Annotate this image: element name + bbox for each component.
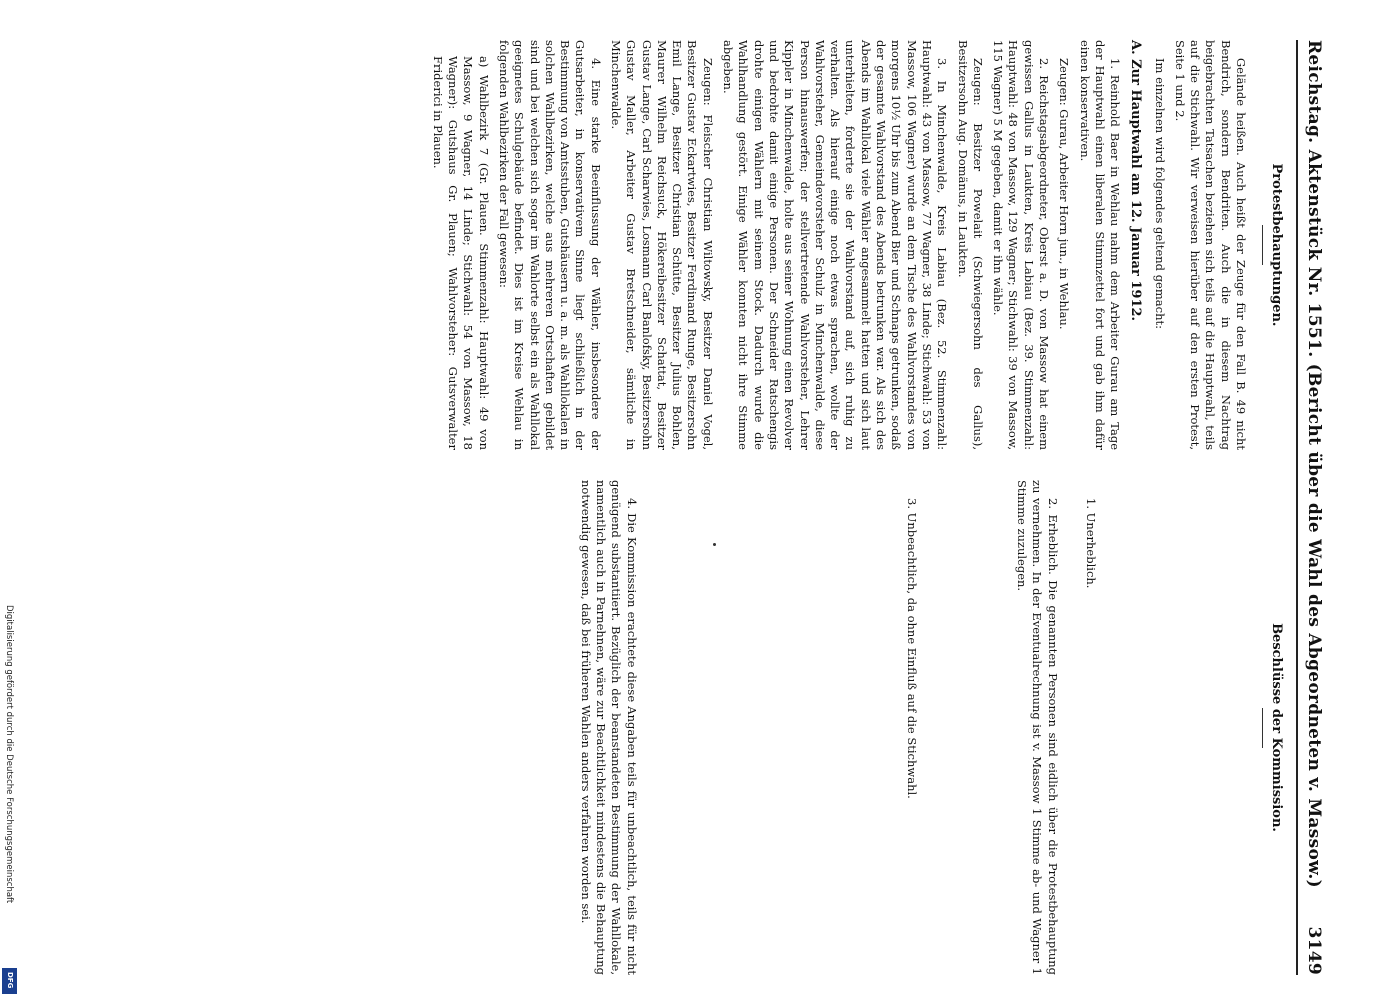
spacer	[1060, 480, 1078, 975]
decision-item-3: 3. Unbeachtlich, da ohne Einfluß auf die Stichwahl.	[904, 498, 919, 799]
protest-item-2: 2. Reichstagsabgeordneter, Oberst a. D. von Massow hat einem gewissen Gallus in Laukten, Kreis Labiau (Bez. 39. Stimmenzahl: Hauptwahl: 48 von Massow, 129 Wagner; Stichwahl: 39 von Massow, 115 Wagner) 5 M gegeben, damit er ihn wähle.	[991, 40, 1052, 450]
protest-item-4a: a) Wahlbezirk 7 (Gr. Plauen. Stimmenzahl: Hauptwahl: 49 von Massow, 9 Wagner, 14 Linde; Stichwahl: 54 von Massow, 18 Wagner): Gutshaus Gr. Plauen; Wahlvorsteher: Gutsverwalter Friderici in Plauen.	[430, 56, 491, 450]
decision-heading: Beschlüsse der Kommission.	[1269, 623, 1284, 832]
protest-heading: Protestbehauptungen.	[1269, 163, 1284, 327]
section-a-heading: A. Zur Hauptwahl am 12. Januar 1912.	[1128, 40, 1144, 322]
digitization-credit	[2, 605, 16, 995]
heading-rule	[1262, 708, 1263, 748]
protest-item-3-witnesses: Zeugen: Fleischer Christian Wiltowsky, Besitzer Daniel Vogel, Besitzer Gustav Eckartwies, Besitzer Ferdinand Runge, Besitzersohn Emil Lange, Besitzer Christian Schütte, Besitzer Julius Bohlen, Maurer Wilhelm Reichsuck, Hökereibesitzer Schattat, Besitzer Gustav Lange, Carl Scharwies, Losmann Carl Banlofsky, Besitzersohn Gustav Maller, Arbeiter Gustav Bretschneider, sämtliche in Minchenwalde.	[609, 40, 715, 450]
dfg-logo-icon	[2, 968, 17, 994]
protest-item-1: 1. Reinhold Baer in Wehlau nahm dem Arbeiter Gurau am Tage der Hauptwahl einen liberalen Stimmzettel fort und gab ihm dafür einen konservativen.	[1077, 40, 1123, 450]
spacer	[1098, 480, 1248, 975]
header-rule	[1296, 40, 1298, 975]
decision-column	[54, 480, 1294, 975]
rotated-page	[47, 40, 1332, 975]
logo-text: DFG	[6, 972, 14, 989]
decision-item-2: 2. Erheblich. Die genannten Personen sind eidlich über die Protestbehauptung zu vernehmen. In der Eventualrechnung ist v. Massow 1 Stimme ab- und Wagner 1 Stimme zuzulegen.	[1015, 480, 1060, 975]
protest-item-1-witnesses: Zeugen: Gurau, Arbeiter Horn jun., in Wehlau.	[1057, 58, 1072, 330]
protest-item-4: 4. Eine starke Beeinflussung der Wähler, insbesondere der Gutsarbeiter, in konservativem Sinne liegt schließlich in der Bestimmung von Amtsstuben, Gutshäusern u. a. m. als Wahllokalen in solchen Wahlbezirken, welche aus mehreren Ortschaften gebildet sind und bei welchen sich sogar im Wahlorte selbst ein als Wahllokal geeignetes Schulgebäude befindet. Dies ist im Kreise Wehlau in folgenden Wahlbezirken der Fall gewesen:	[496, 40, 603, 450]
credit-text: Digitalisierung gefördert durch die Deutsche Forschungsgemeinschaft	[4, 605, 14, 904]
protest-item-3: 3. In Minchenwalde, Kreis Labiau (Bez. 52. Stimmenzahl: Hauptwahl: 43 von Massow, 77 Wagner, 38 Linde; Stichwahl: 53 von Massow, 106 Wagner) wurde an dem Tische des Wahlvorstandes von morgens 10½ Uhr bis zum Abend Bier und Schnaps getrunken, sodaß der gesamte Wahlvorstand des Abends betrunken war. Als sich des Abends im Wahllokal viele Wähler angesammelt hatten und sich laut unterhielten, forderte sie der Wahlvorstand auf, sich ruhig zu verhalten. Als hierauf einige noch etwas sprachen, wollte der Wahlvorsteher, Gemeindevorsteher Schulz in Minchenwalde, diese Person hinauswerfen; der stellvertretende Wahlvorsteher, Lehrer Kippler in Minchenwalde, holte aus seiner Wohnung einen Revolver und bedrohte damit einige Personen. Der Schneider Ratschengis drohte einigen Wählern mit seinem Stock. Dadurch wurde die Wahlhandlung gestört. Einige Wähler konnten nicht ihre Stimme abgeben.	[721, 40, 950, 450]
spacer	[639, 480, 899, 975]
heading-rule	[1262, 225, 1263, 265]
spacer	[919, 480, 1009, 975]
ink-speck	[713, 543, 716, 546]
running-title: Reichstag. Aktenstück Nr. 1551. (Bericht über die Wahl des Abgeordneten v. Massow.)	[1304, 40, 1324, 888]
decision-item-4: 4. Die Kommission erachtete diese Angaben teils für unbeachtlich, teils für nicht genügend substantiiert. Bezüglich der beanstandeten Bestimmung der Wahllokale, namentlich auch in Parnehnen, wäre zur Beachtlichkeit mindestens die Behauptung notwendig gewesen, daß bei früheren Wahlen anders verfahren worden sei.	[578, 480, 639, 975]
protest-item-2-witnesses: Zeugen: Besitzer Powelait (Schwiegersohn des Gallus), Besitzersohn Aug. Domänus, in Laukten.	[955, 40, 985, 450]
decision-item-1: 1. Unerheblich.	[1084, 498, 1098, 589]
lead-paragraph: Im einzelnen wird folgendes geltend gemacht:	[1152, 58, 1167, 329]
page-number: 3149	[1304, 926, 1324, 975]
protest-column	[54, 40, 1294, 450]
intro-paragraph: Gelände heißen. Auch heißt der Zeuge für den Fall B. 49 nicht Bendrich, sondern Bendriten. Auch die in diesem Nachtrag beigebrachten Tatsachen beziehen sich teils auf die Hauptwahl, teils auf die Stichwahl. Wir verweisen hierüber auf den ersten Protest, Seite 1 und 2.	[1172, 40, 1248, 450]
page-header	[1298, 40, 1332, 975]
